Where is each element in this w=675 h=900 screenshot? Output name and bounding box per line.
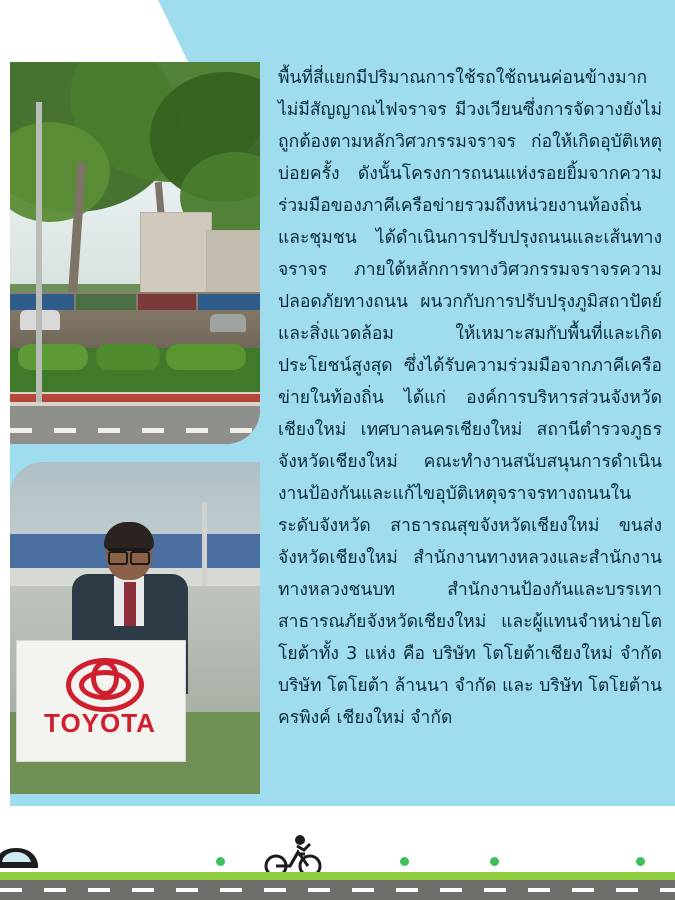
shop-awning	[10, 294, 74, 310]
shop-awning	[76, 294, 136, 310]
bush-dot-icon	[490, 857, 499, 866]
person-tie	[124, 582, 136, 626]
shop-awning	[138, 294, 196, 310]
toyota-wordmark: TOYOTA	[44, 708, 156, 738]
car-icon	[0, 844, 40, 872]
road-kerb-red-stripe	[10, 394, 260, 402]
bush-dot-icon	[400, 857, 409, 866]
left-white-margin	[0, 0, 10, 820]
top-left-white-corner	[0, 0, 130, 70]
street-light-pole	[36, 102, 42, 402]
parked-car	[210, 314, 246, 332]
article-body-text: พื้นที่สี่แยกมีปริมาณการใช้รถใช้ถนนค่อนข้างมาก ไม่มีสัญญาณไฟจราจร มีวงเวียนซึ่งการจัดวางยังไม่ถูกต้องตามหลักวิศวกรรมจราจร ก่อให้เกิดอุบัติเหตุบ่อยครั้ง ดังนั้นโครงการถนนแห่งรอยยิ้มจากความร่วมมือของภาคีเครือข่ายรวมถึงหน่วยงานท้องถิ่นและชุมชน ได้ดำเนินการปรับปรุงถนนและเส้นทางจราจร ภายใต้หลักการทางวิศวกรรมจราจรความปลอดภัยทางถนน ผนวกกับการปรับปรุงภูมิสถาปัตย์และสิ่งแวดล้อม ให้เหมาะสมกับพื้นที่และเกิดประโยชน์สูงสุด ซึ่งได้รับความร่วมมือจากภาคีเครือข่ายในท้องถิ่น ได้แก่ องค์การบริหารส่วนจังหวัดเชียงใหม่ เทศบาลนครเชียงใหม่ สถานีตำรวจภูธรจังหวัดเชียงใหม่ คณะทำงานสนับสนุนการดำเนินงานป้องกันและแก้ไขอุบัติเหตุจราจรทางถนนในระดับจังหวัด สาธารณสุขจังหวัดเชียงใหม่ ขนส่งจังหวัดเชียงใหม่ สำนักงานทางหลวงและสำนักงานทางหลวงชนบท สำนักงานป้องกันและบรรเทาสาธารณภัยจังหวัดเชียงใหม่ และผู้แทนจำหน่ายโตโยต้าทั้ง 3 แห่ง คือ บริษัท โตโยต้าเชียงใหม่ จำกัด บริษัท โตโยต้า ล้านนา จำกัด และ บริษัท โตโยต้านครพิงค์ เชียงใหม่ จำกัด	[278, 68, 662, 728]
road-surface	[10, 406, 260, 444]
median-hedge	[18, 344, 88, 370]
median-hedge	[166, 344, 246, 370]
toyota-logo-icon	[66, 658, 134, 702]
bush-dot-icon	[636, 857, 645, 866]
median-hedge	[96, 344, 160, 370]
press-conference-photo	[10, 462, 260, 794]
bush-dot-icon	[216, 857, 225, 866]
eyeglasses-icon	[108, 548, 150, 561]
road-dash-markings	[0, 888, 675, 892]
shop-awning	[198, 294, 260, 310]
road-lane-marking	[10, 428, 260, 433]
street-intersection-photo	[10, 62, 260, 444]
